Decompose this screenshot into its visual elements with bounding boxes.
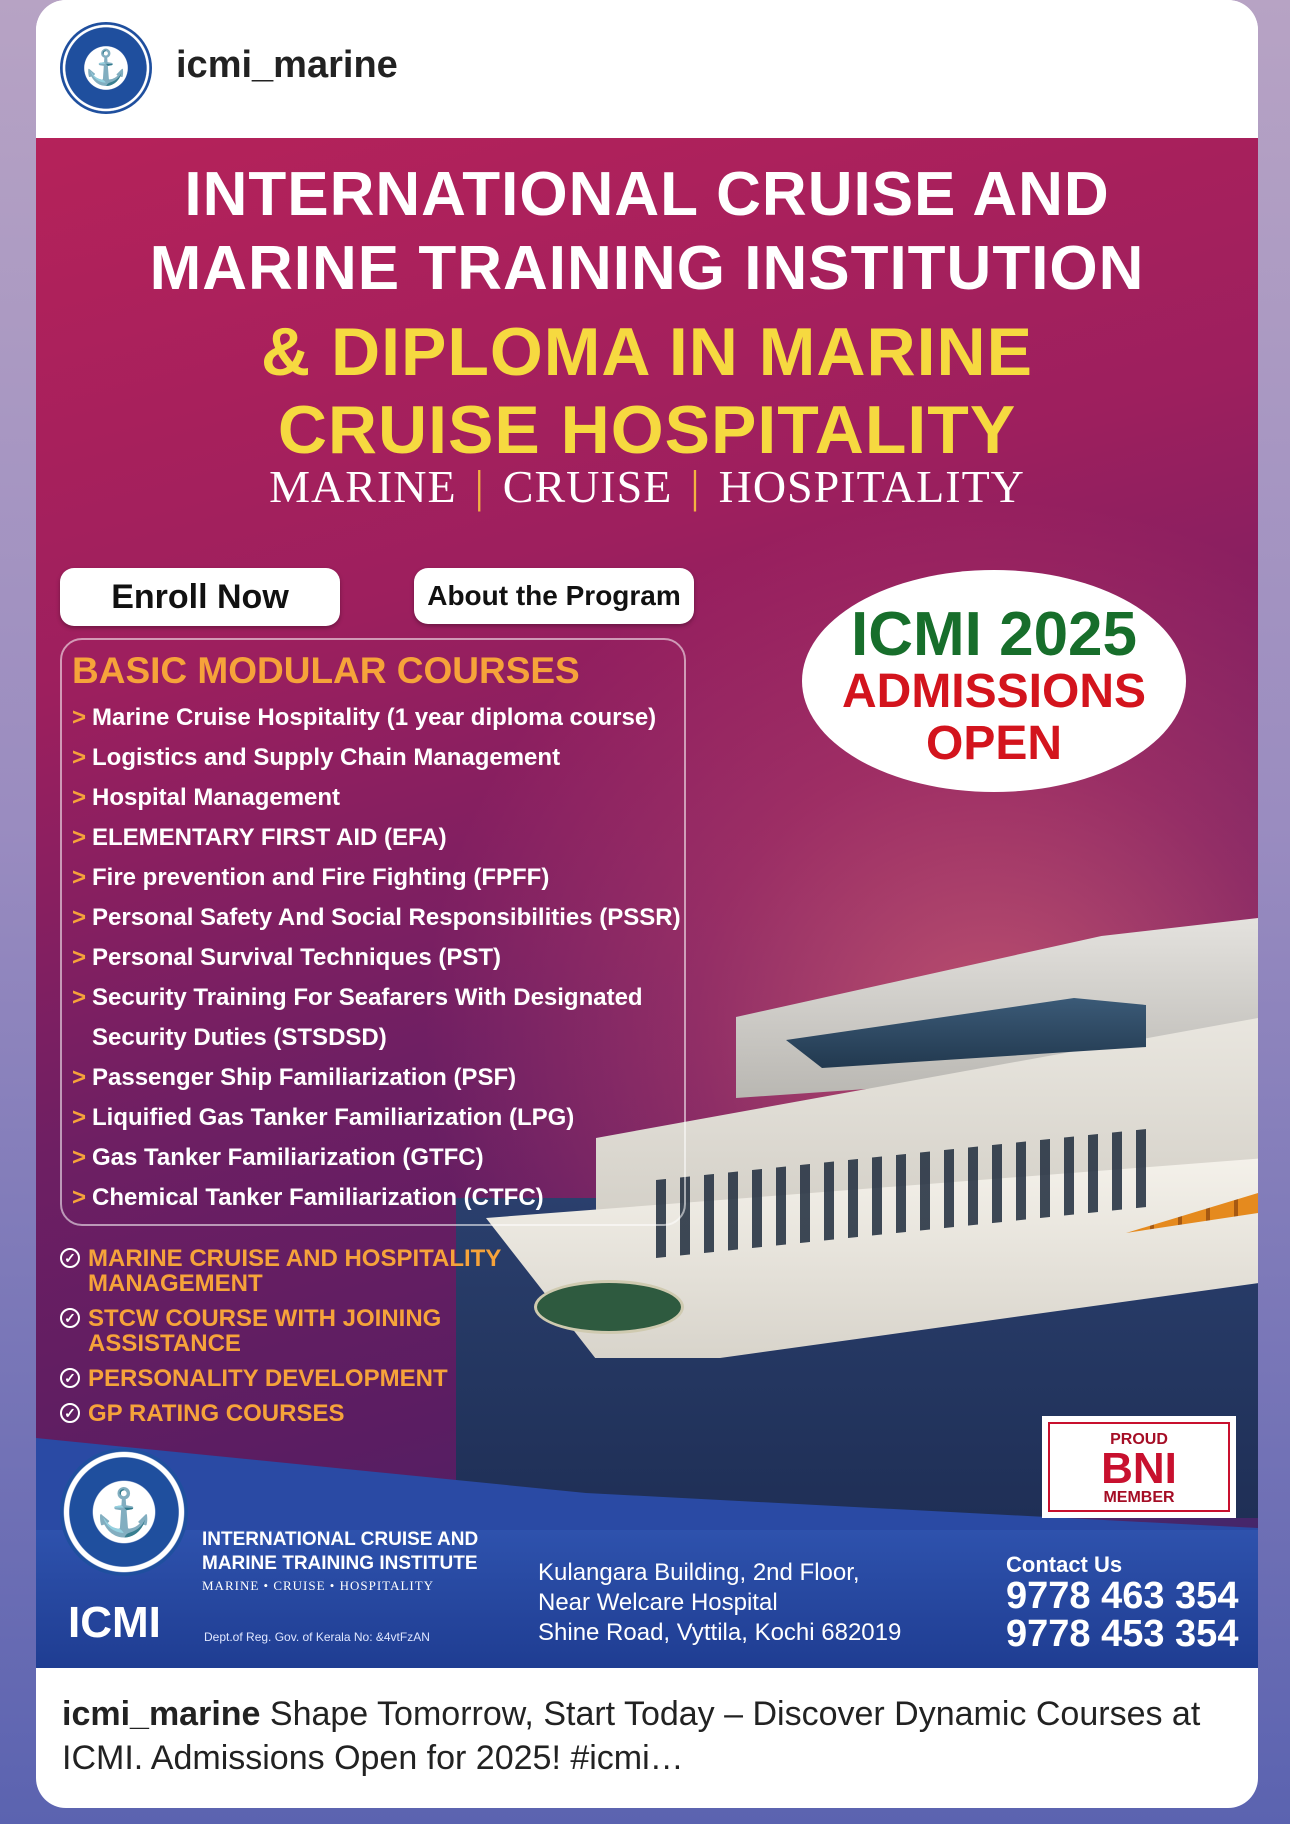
contact-label: Contact Us: [1006, 1552, 1123, 1577]
course-label: Hospital Management: [92, 784, 341, 811]
post-card: [36, 0, 1258, 1808]
highlight-label: STCW COURSE WITH JOINING ASSISTANCE: [88, 1305, 442, 1357]
course-label: Personal Safety And Social Responsibilities (PSSR): [92, 904, 681, 931]
chevron-right-icon: >: [72, 824, 87, 851]
list-item: [72, 778, 684, 818]
chevron-right-icon: >: [72, 984, 87, 1011]
headline-line: & DIPLOMA IN MARINE: [260, 314, 1033, 390]
check-circle-icon: ✓: [60, 1403, 80, 1423]
admissions-badge: [802, 570, 1186, 792]
post-username[interactable]: icmi_marine: [176, 44, 398, 86]
list-item: [60, 1246, 520, 1296]
headline-line: MARINE TRAINING INSTITUTION: [149, 234, 1145, 303]
course-label: Personal Survival Techniques (PST): [92, 944, 502, 971]
tagline: [36, 460, 1258, 513]
course-label: Passenger Ship Familiarization (PSF): [92, 1064, 517, 1091]
courses-title: BASIC MODULAR COURSES: [72, 650, 580, 691]
highlights-list: [60, 1246, 520, 1436]
chevron-right-icon: >: [72, 1064, 87, 1091]
ship-helipad: [534, 1280, 684, 1334]
check-circle-icon: ✓: [60, 1368, 80, 1388]
headline-line: CRUISE HOSPITALITY: [277, 392, 1017, 468]
chevron-right-icon: >: [72, 864, 87, 891]
course-label: ELEMENTARY FIRST AID (EFA): [92, 824, 447, 851]
bni-badge: [1042, 1416, 1236, 1518]
address-line: Near Welcare Hospital: [538, 1589, 778, 1616]
icmi-wordmark: ICMI: [68, 1598, 161, 1647]
highlight-label: MARINE CRUISE AND HOSPITALITY MANAGEMENT: [88, 1245, 501, 1297]
list-item: [72, 1058, 684, 1098]
list-item: [72, 818, 684, 858]
institute-tagline: MARINE • CRUISE • HOSPITALITY: [202, 1578, 435, 1593]
post-header: [36, 0, 1258, 138]
course-label: Marine Cruise Hospitality (1 year diploma course): [92, 704, 657, 731]
chevron-right-icon: >: [72, 904, 87, 931]
course-label: Gas Tanker Familiarization (GTFC): [92, 1144, 484, 1171]
course-label: Chemical Tanker Familiarization (CTFC): [92, 1184, 544, 1211]
list-item: [72, 898, 684, 938]
highlight-label: PERSONALITY DEVELOPMENT: [88, 1365, 448, 1392]
phone-number: 9778 463 354: [1006, 1575, 1239, 1617]
list-item: [72, 978, 684, 1018]
list-item: [60, 1366, 520, 1391]
registration-number: Dept.of Reg. Gov. of Kerala No: &4vtFzAN: [204, 1630, 430, 1644]
course-label: Fire prevention and Fire Fighting (FPFF): [92, 864, 550, 891]
profile-avatar[interactable]: [60, 22, 152, 114]
chevron-right-icon: >: [72, 1104, 87, 1131]
caption-username[interactable]: icmi_marine: [62, 1695, 261, 1733]
admissions-year: ICMI 2025: [850, 600, 1138, 669]
course-label: Liquified Gas Tanker Familiarization (LPG): [92, 1104, 575, 1131]
admissions-line: ADMISSIONS: [841, 665, 1147, 718]
bni-proud: PROUD: [1110, 1431, 1168, 1448]
anchor-icon: ⚓: [95, 1485, 153, 1538]
headline-yellow: [36, 313, 1258, 469]
headline-line: INTERNATIONAL CRUISE AND: [184, 160, 1110, 229]
courses-list: [72, 698, 684, 1218]
anchor-icon: ⚓: [84, 49, 128, 87]
admissions-line: OPEN: [925, 717, 1063, 770]
courses-panel: [60, 638, 686, 1226]
tagline-word: HOSPITALITY: [718, 461, 1025, 512]
list-item-continued: [72, 1018, 684, 1058]
chevron-right-icon: >: [72, 784, 87, 811]
course-label: Security Training For Seafarers With Designated: [92, 984, 643, 1011]
tagline-separator: |: [474, 461, 485, 512]
list-item: [72, 1098, 684, 1138]
course-label: Security Duties (STSDSD): [92, 1024, 387, 1051]
post-image[interactable]: [36, 138, 1258, 1668]
list-item: [60, 1306, 520, 1356]
icmi-logo: [60, 1448, 188, 1576]
list-item: [72, 1138, 684, 1178]
bni-logo: BNI: [1101, 1444, 1177, 1493]
list-item: [72, 1178, 684, 1218]
chevron-right-icon: >: [72, 1184, 87, 1211]
headline-white: [36, 158, 1258, 306]
check-circle-icon: ✓: [60, 1308, 80, 1328]
list-item: [72, 938, 684, 978]
phone-number: 9778 453 354: [1006, 1613, 1239, 1655]
address: [538, 1558, 918, 1648]
caption-text: Shape Tomorrow, Start Today – Discover Dynamic Courses at ICMI. Admissions Open for 2025! #icmi…: [62, 1695, 1201, 1777]
about-program-button: About the Program: [414, 568, 694, 624]
chevron-right-icon: >: [72, 944, 87, 971]
address-line: Shine Road, Vyttila, Kochi 682019: [538, 1619, 902, 1646]
list-item: [72, 698, 684, 738]
post-caption[interactable]: [62, 1692, 1242, 1780]
enroll-now-button: Enroll Now: [60, 568, 340, 626]
tagline-word: MARINE: [269, 461, 457, 512]
institute-name: INTERNATIONAL CRUISE AND MARINE TRAINING INSTITUTE: [202, 1529, 479, 1574]
check-circle-icon: ✓: [60, 1248, 80, 1268]
bni-member: MEMBER: [1103, 1489, 1175, 1506]
chevron-right-icon: >: [72, 704, 87, 731]
list-item: [72, 738, 684, 778]
course-label: Logistics and Supply Chain Management: [92, 744, 561, 771]
list-item: [72, 858, 684, 898]
tagline-word: CRUISE: [502, 461, 673, 512]
address-line: Kulangara Building, 2nd Floor,: [538, 1559, 860, 1586]
list-item: [60, 1401, 520, 1426]
chevron-right-icon: >: [72, 1144, 87, 1171]
tagline-separator: |: [690, 461, 701, 512]
chevron-right-icon: >: [72, 744, 87, 771]
highlight-label: GP RATING COURSES: [88, 1400, 345, 1427]
